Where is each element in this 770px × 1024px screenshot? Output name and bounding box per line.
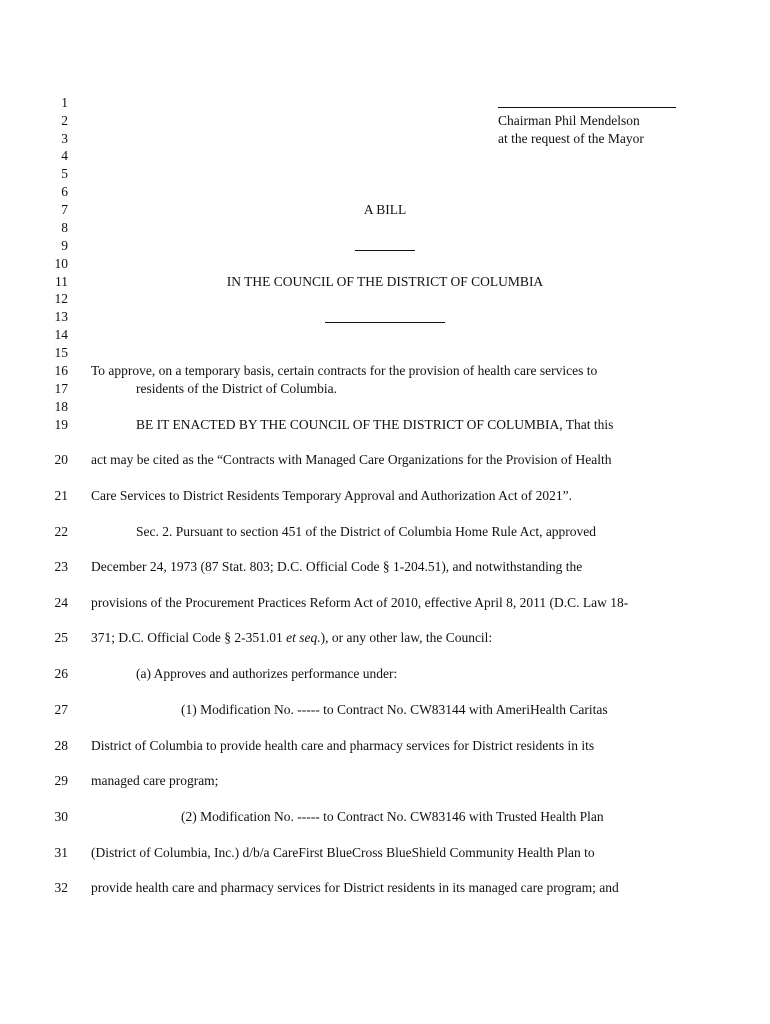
- line-number: 13: [54, 309, 68, 324]
- line-number: 9: [61, 238, 68, 253]
- body-line-32: provide health care and pharmacy services for District residents in its managed care program; and: [91, 880, 619, 895]
- line-number: 17: [54, 381, 68, 396]
- body-line-25-part-3: ), or any other law, the Council:: [320, 630, 493, 645]
- title-rule: [355, 250, 415, 251]
- line-number: 6: [61, 184, 68, 199]
- body-line-23: December 24, 1973 (87 Stat. 803; D.C. Official Code § 1-204.51), and notwithstanding the: [91, 559, 583, 574]
- line-number: 15: [54, 345, 68, 360]
- line-number: 16: [54, 363, 68, 378]
- line-number: 31: [54, 845, 68, 860]
- line-number: 3: [61, 131, 68, 146]
- line-number: 20: [54, 452, 68, 467]
- line-number: 19: [54, 417, 68, 432]
- sponsor-signature-line: [498, 107, 676, 108]
- body-line-24: provisions of the Procurement Practices Reform Act of 2010, effective April 8, 2011 (D.C. Law 18-: [91, 595, 629, 610]
- line-number: 29: [54, 773, 68, 788]
- body-line-21: Care Services to District Residents Temporary Approval and Authorization Act of 2021”.: [91, 488, 572, 503]
- body-line-25: [91, 630, 492, 646]
- line-number: 8: [61, 220, 68, 235]
- subsection-a: (a) Approves and authorizes performance under:: [136, 666, 398, 681]
- line-number: 1: [61, 95, 68, 110]
- et-seq-citation: et seq.: [286, 630, 321, 645]
- purpose-line-2: residents of the District of Columbia.: [136, 381, 337, 396]
- paragraph-2-heading: (2) Modification No. ----- to Contract No. CW83146 with Trusted Health Plan: [181, 809, 604, 824]
- line-number: 11: [55, 274, 68, 289]
- section-2-heading: Sec. 2. Pursuant to section 451 of the District of Columbia Home Rule Act, approved: [136, 524, 597, 539]
- paragraph-1-heading: (1) Modification No. ----- to Contract No. CW83144 with AmeriHealth Caritas: [181, 702, 608, 717]
- line-number: 5: [61, 166, 68, 181]
- line-number: 23: [54, 559, 68, 574]
- line-number: 2: [61, 113, 68, 128]
- body-line-25-part-1: 371; D.C. Official Code § 2-351.01: [91, 630, 287, 645]
- line-number: 28: [54, 738, 68, 753]
- line-number: 30: [54, 809, 68, 824]
- body-line-29: managed care program;: [91, 773, 219, 788]
- line-number: 14: [54, 327, 68, 342]
- council-heading: IN THE COUNCIL OF THE DISTRICT OF COLUMBIA: [226, 274, 544, 289]
- body-line-31: (District of Columbia, Inc.) d/b/a CareFirst BlueCross BlueShield Community Health Plan to: [91, 845, 595, 860]
- line-number: 21: [54, 488, 68, 503]
- line-number: 32: [54, 880, 68, 895]
- purpose-line-1: To approve, on a temporary basis, certain contracts for the provision of health care services to: [91, 363, 598, 378]
- line-number: 27: [54, 702, 68, 717]
- sponsor-note: at the request of the Mayor: [498, 131, 644, 146]
- enacting-clause: BE IT ENACTED BY THE COUNCIL OF THE DISTRICT OF COLUMBIA, That this: [136, 417, 614, 432]
- line-number: 18: [54, 399, 68, 414]
- council-rule: [325, 322, 445, 323]
- sponsor-name: Chairman Phil Mendelson: [498, 113, 640, 128]
- line-number: 7: [61, 202, 68, 217]
- line-number: 4: [61, 148, 68, 163]
- line-number: 24: [54, 595, 68, 610]
- line-number: 10: [54, 256, 68, 271]
- line-number: 12: [54, 291, 68, 306]
- body-line-28: District of Columbia to provide health care and pharmacy services for District residents in its: [91, 738, 595, 753]
- bill-title: A BILL: [363, 202, 407, 217]
- line-number: 25: [54, 630, 68, 645]
- line-number: 26: [54, 666, 68, 681]
- body-line-20: act may be cited as the “Contracts with Managed Care Organizations for the Provision of Health: [91, 452, 612, 467]
- line-number: 22: [54, 524, 68, 539]
